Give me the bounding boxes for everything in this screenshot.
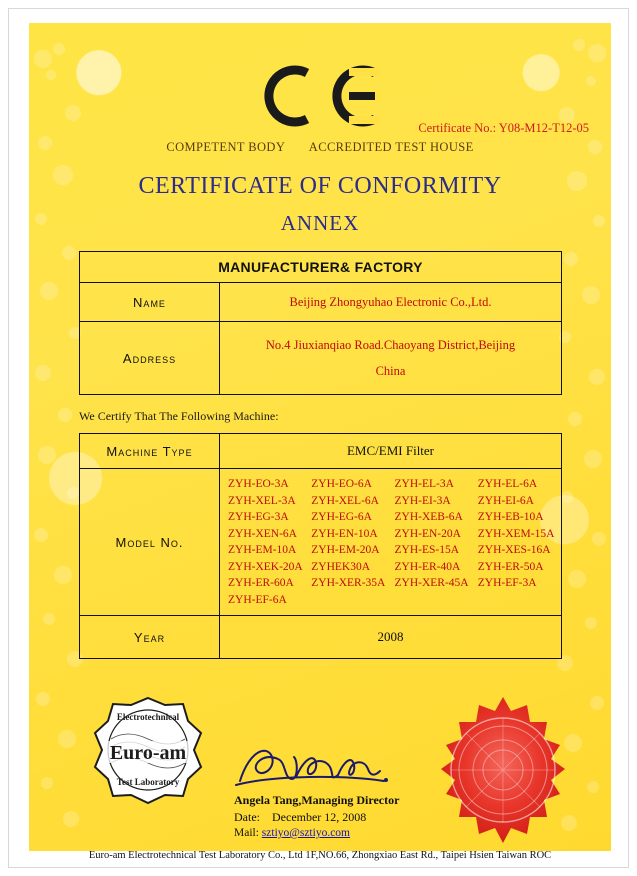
model-row <box>220 559 561 576</box>
model-code: ZYH-XER-45A <box>394 577 469 589</box>
euro-am-lab-logo-icon <box>87 695 209 807</box>
model-code: ZYH-EG-3A <box>228 511 289 523</box>
table-row <box>80 434 562 469</box>
model-code: ZYH-XES-16A <box>477 544 551 556</box>
address-value <box>220 322 562 395</box>
model-row <box>220 526 561 543</box>
model-code: ZYH-EF-3A <box>477 577 537 589</box>
model-code: ZYH-EO-3A <box>228 478 289 490</box>
competent-body-label: COMPETENT BODY <box>166 140 286 154</box>
svg-text:Euro-am: Euro-am <box>109 742 187 764</box>
model-code: ZYH-ER-40A <box>394 560 461 573</box>
model-code: ZYH-EM-10A <box>228 544 297 556</box>
address-line-2: China <box>375 364 406 378</box>
page-title: CERTIFICATE OF CONFORMITY <box>138 173 502 199</box>
model-no-label: Model No. <box>80 469 220 616</box>
model-code: ZYH-EG-6A <box>311 511 372 523</box>
model-code: ZYH-EN-10A <box>311 527 378 540</box>
model-code: ZYH-ER-50A <box>477 560 544 573</box>
certificate-body <box>29 23 611 861</box>
accredited-test-house-label: ACCREDITED TEST HOUSE <box>308 140 474 154</box>
signature-mail <box>234 827 350 839</box>
model-row <box>220 592 561 609</box>
mail-label: Mail: <box>234 827 259 839</box>
table-row <box>80 283 562 322</box>
model-row <box>220 575 561 592</box>
model-code: ZYH-XEN-6A <box>228 527 297 540</box>
manufacturer-header: MANUFACTURER& FACTORY <box>80 252 562 283</box>
name-label: Name <box>80 283 220 322</box>
model-row <box>220 493 561 510</box>
model-code: ZYH-EI-3A <box>394 494 451 507</box>
footer-text: Euro-am Electrotechnical Test Laboratory Co., Ltd 1F,NO.66, Zhongxiao East Rd., Taipei Hsien Taiwan ROC <box>88 850 552 861</box>
model-code: ZYH-EM-20A <box>311 544 380 556</box>
ce-mark-icon <box>261 63 381 129</box>
model-row <box>220 509 561 526</box>
certificate-number-value: Y08-M12-T12-05 <box>498 121 589 135</box>
model-code: ZYH-XEL-6A <box>311 494 379 507</box>
model-row <box>220 476 561 493</box>
official-seal-icon <box>427 695 579 847</box>
table-row <box>80 469 562 616</box>
model-code: ZYH-EB-10A <box>477 511 544 523</box>
paper-sheet <box>8 8 629 868</box>
model-code <box>311 592 394 609</box>
model-row <box>220 542 561 559</box>
model-code: ZYH-EN-20A <box>394 527 461 540</box>
mail-link[interactable]: sztiyo@sztiyo.com <box>261 827 351 839</box>
model-code: ZYH-ES-15A <box>394 544 460 556</box>
certificate-number-label: Certificate No.: <box>418 121 497 135</box>
model-code: ZYH-XER-35A <box>311 577 386 589</box>
model-code: ZYH-EL-3A <box>394 478 454 490</box>
model-code: ZYH-XEL-3A <box>228 494 296 507</box>
machine-type-value: EMC/EMI Filter <box>220 434 562 469</box>
signature-icon <box>234 741 394 787</box>
table-row <box>80 616 562 659</box>
body-line <box>29 140 611 155</box>
model-code: ZYH-EO-6A <box>311 478 372 490</box>
signature-date <box>234 810 366 825</box>
table-row <box>80 252 562 283</box>
model-code: ZYHEK30A <box>311 560 371 573</box>
model-code: ZYH-XEM-15A <box>477 527 555 540</box>
year-value: 2008 <box>220 616 562 659</box>
model-code <box>478 592 561 609</box>
address-line-1: No.4 Jiuxianqiao Road.Chaoyang District,Beijing <box>265 338 516 352</box>
model-code: ZYH-XEK-20A <box>228 560 303 573</box>
model-code <box>395 592 478 609</box>
svg-text:Test Laboratory: Test Laboratory <box>116 777 180 787</box>
year-label: Year <box>80 616 220 659</box>
model-list <box>220 471 561 613</box>
certificate-number <box>418 121 589 136</box>
manufacturer-table <box>79 251 562 395</box>
svg-text:Electrotechnical: Electrotechnical <box>116 712 180 722</box>
address-label: Address <box>80 322 220 395</box>
table-row <box>80 322 562 395</box>
model-code: ZYH-XEB-6A <box>394 511 463 523</box>
model-code: ZYH-EF-6A <box>228 593 287 606</box>
date-value: December 12, 2008 <box>272 810 367 824</box>
page-subtitle: ANNEX <box>280 211 360 235</box>
model-no-value <box>220 469 562 616</box>
date-label: Date: <box>234 810 260 824</box>
machine-type-label: Machine Type <box>80 434 220 469</box>
machine-table <box>79 433 562 659</box>
model-code: ZYH-EL-6A <box>477 478 538 490</box>
certify-note: We Certify That The Following Machine: <box>79 409 279 423</box>
signer-name-title: Angela Tang,Managing Director <box>234 793 400 807</box>
name-value: Beijing Zhongyuhao Electronic Co.,Ltd. <box>220 283 562 322</box>
model-code: ZYH-EI-6A <box>477 494 534 507</box>
model-code: ZYH-ER-60A <box>228 577 294 589</box>
